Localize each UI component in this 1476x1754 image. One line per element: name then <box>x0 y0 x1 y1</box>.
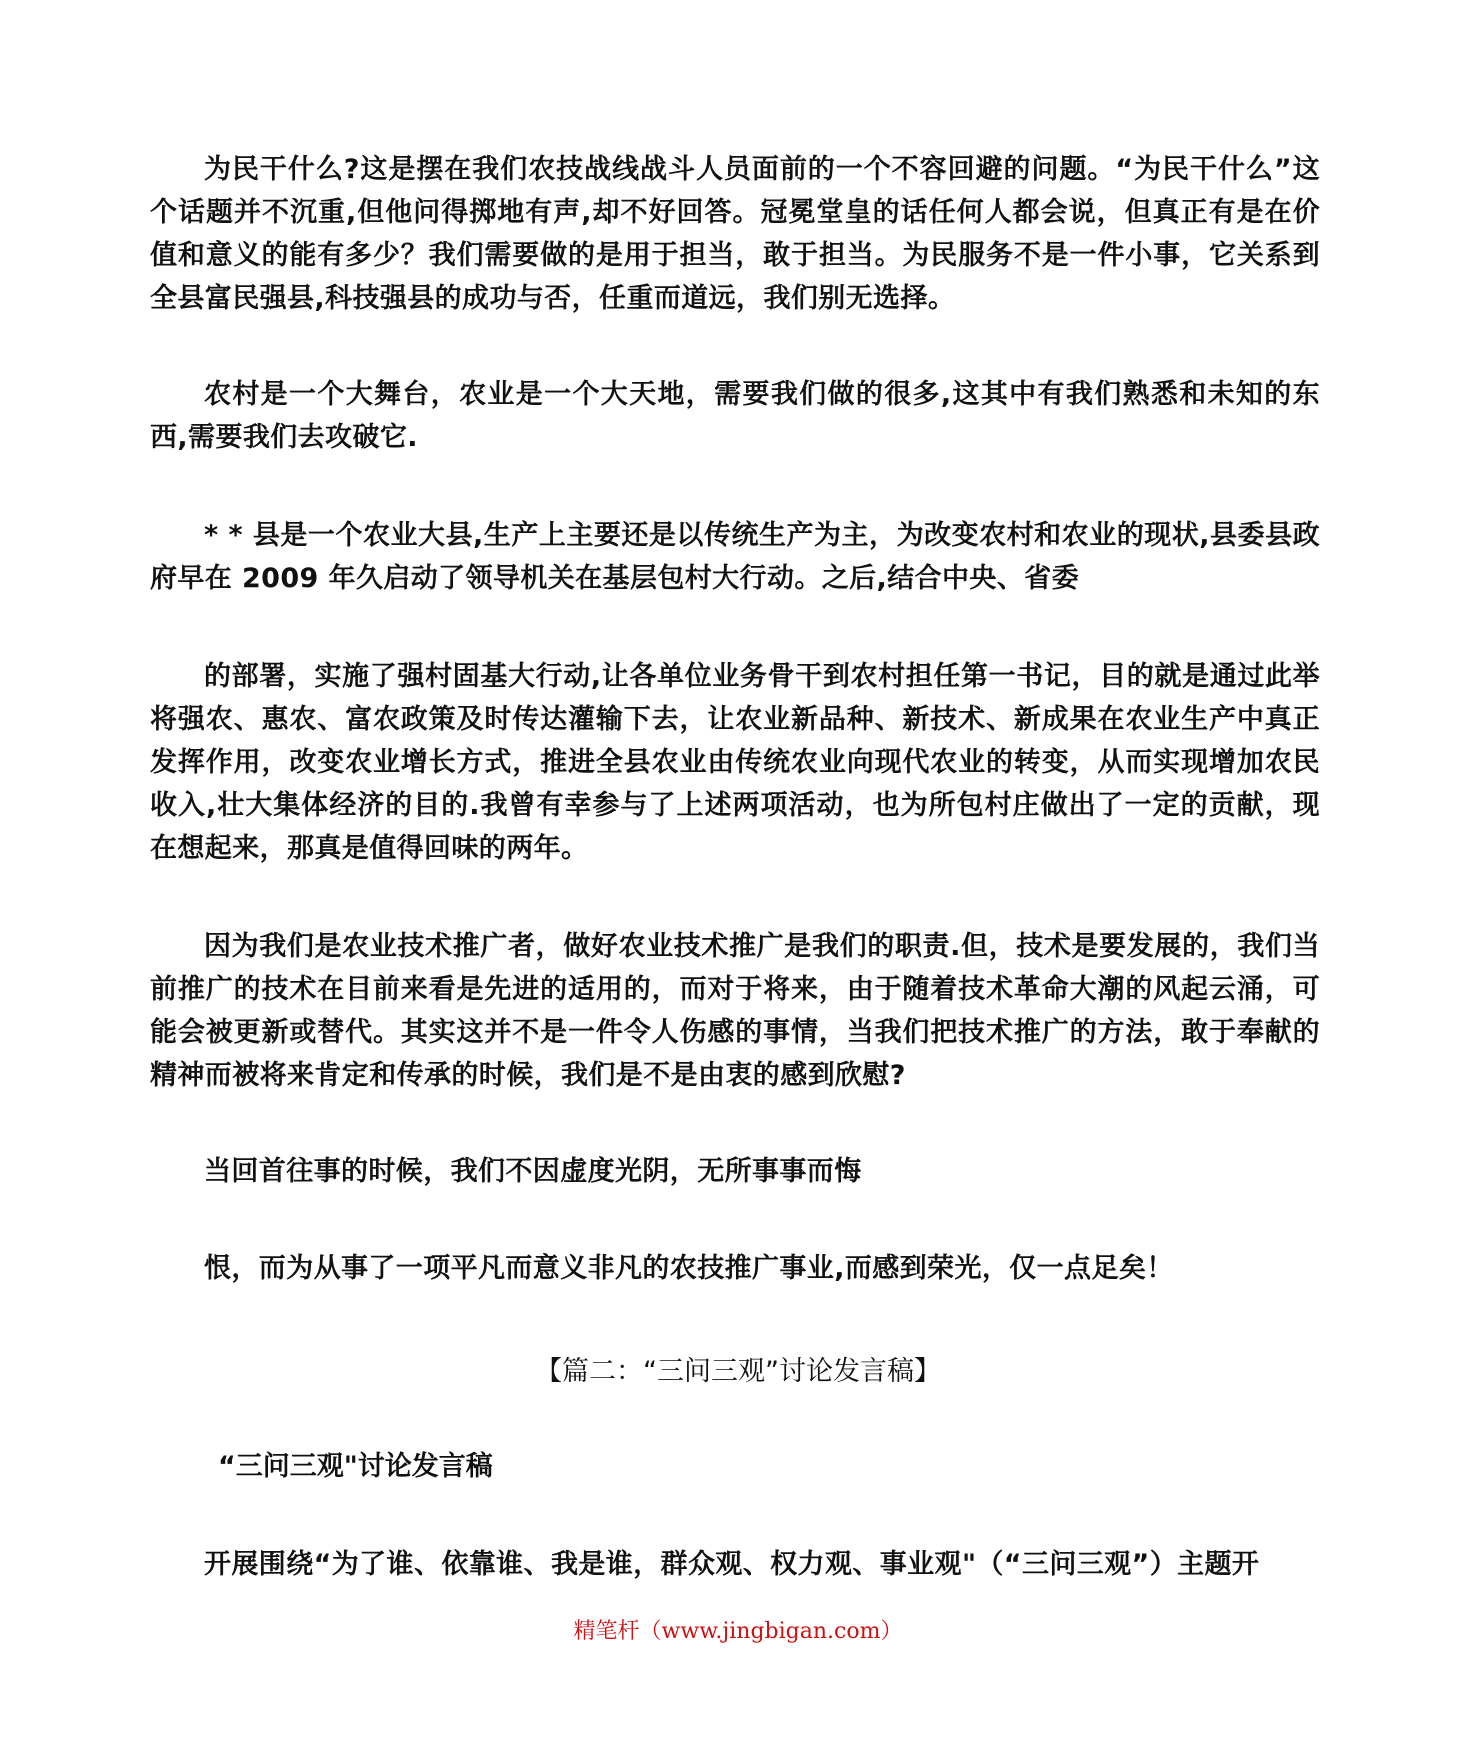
paragraph-6: 当回首往事的时候，我们不因虚度光阴，无所事事而悔 <box>204 1156 862 1187</box>
paragraph-7: 恨，而为从事了一项平凡而意义非凡的农技推广事业,而感到荣光，仅一点足矣！ <box>204 1253 1174 1284</box>
paragraph-4: 的部署，实施了强村固基大行动,让各单位业务骨干到农村担任第一书记，目的就是通过此举将强农、惠农、富农政策及时传达灌输下去，让农业新品种、新技术、新成果在农业生产中真正发挥作用，改变农业增长方式，推进全县农业由传统农业向现代农业的转变，从而实现增加农民收入,壮大集体经济的目的.我曾有幸参与了上述两项活动，也为所包村庄做出了一定的贡献，现在想起来，那真是值得回味的两年。 <box>150 661 1320 864</box>
paragraph-1: 为民干什么?这是摆在我们农技战线战斗人员面前的一个不容回避的问题。“为民干什么”这个话题并不沉重,但他问得掷地有声,却不好回答。冠冕堂皇的话任何人都会说，但真正有是在价值和意义的能有多少？我们需要做的是用于担当，敢于担当。为民服务不是一件小事，它关系到全县富民强县,科技强县的成功与否，任重而道远，我们别无选择。 <box>150 154 1320 314</box>
footer-watermark: 精笔杆（www.jingbigan.com） <box>573 1619 903 1644</box>
section-title: 【篇二：“三问三观”讨论发言稿】 <box>535 1356 941 1387</box>
paragraph-8: 开展围绕“为了谁、依靠谁、我是谁，群众观、权力观、事业观"（“三问三观”）主题开 <box>204 1549 1260 1580</box>
paragraph-3: * * 县是一个农业大县,生产上主要还是以传统生产为主，为改变农村和农业的现状,县委县政府早在 2009 年久启动了领导机关在基层包村大行动。之后,结合中央、省委 <box>150 520 1320 594</box>
sub-title: “三问三观"讨论发言稿 <box>218 1451 493 1482</box>
paragraph-2: 农村是一个大舞台，农业是一个大天地，需要我们做的很多,这其中有我们熟悉和未知的东西,需要我们去攻破它. <box>150 379 1320 453</box>
paragraph-5: 因为我们是农业技术推广者，做好农业技术推广是我们的职责.但，技术是要发展的，我们当前推广的技术在目前来看是先进的适用的，而对于将来，由于随着技术革命大潮的风起云涌，可能会被更新或替代。其实这并不是一件令人伤感的事情，当我们把技术推广的方法，敢于奉献的精神而被将来肯定和传承的时候，我们是不是由衷的感到欣慰? <box>150 931 1320 1091</box>
